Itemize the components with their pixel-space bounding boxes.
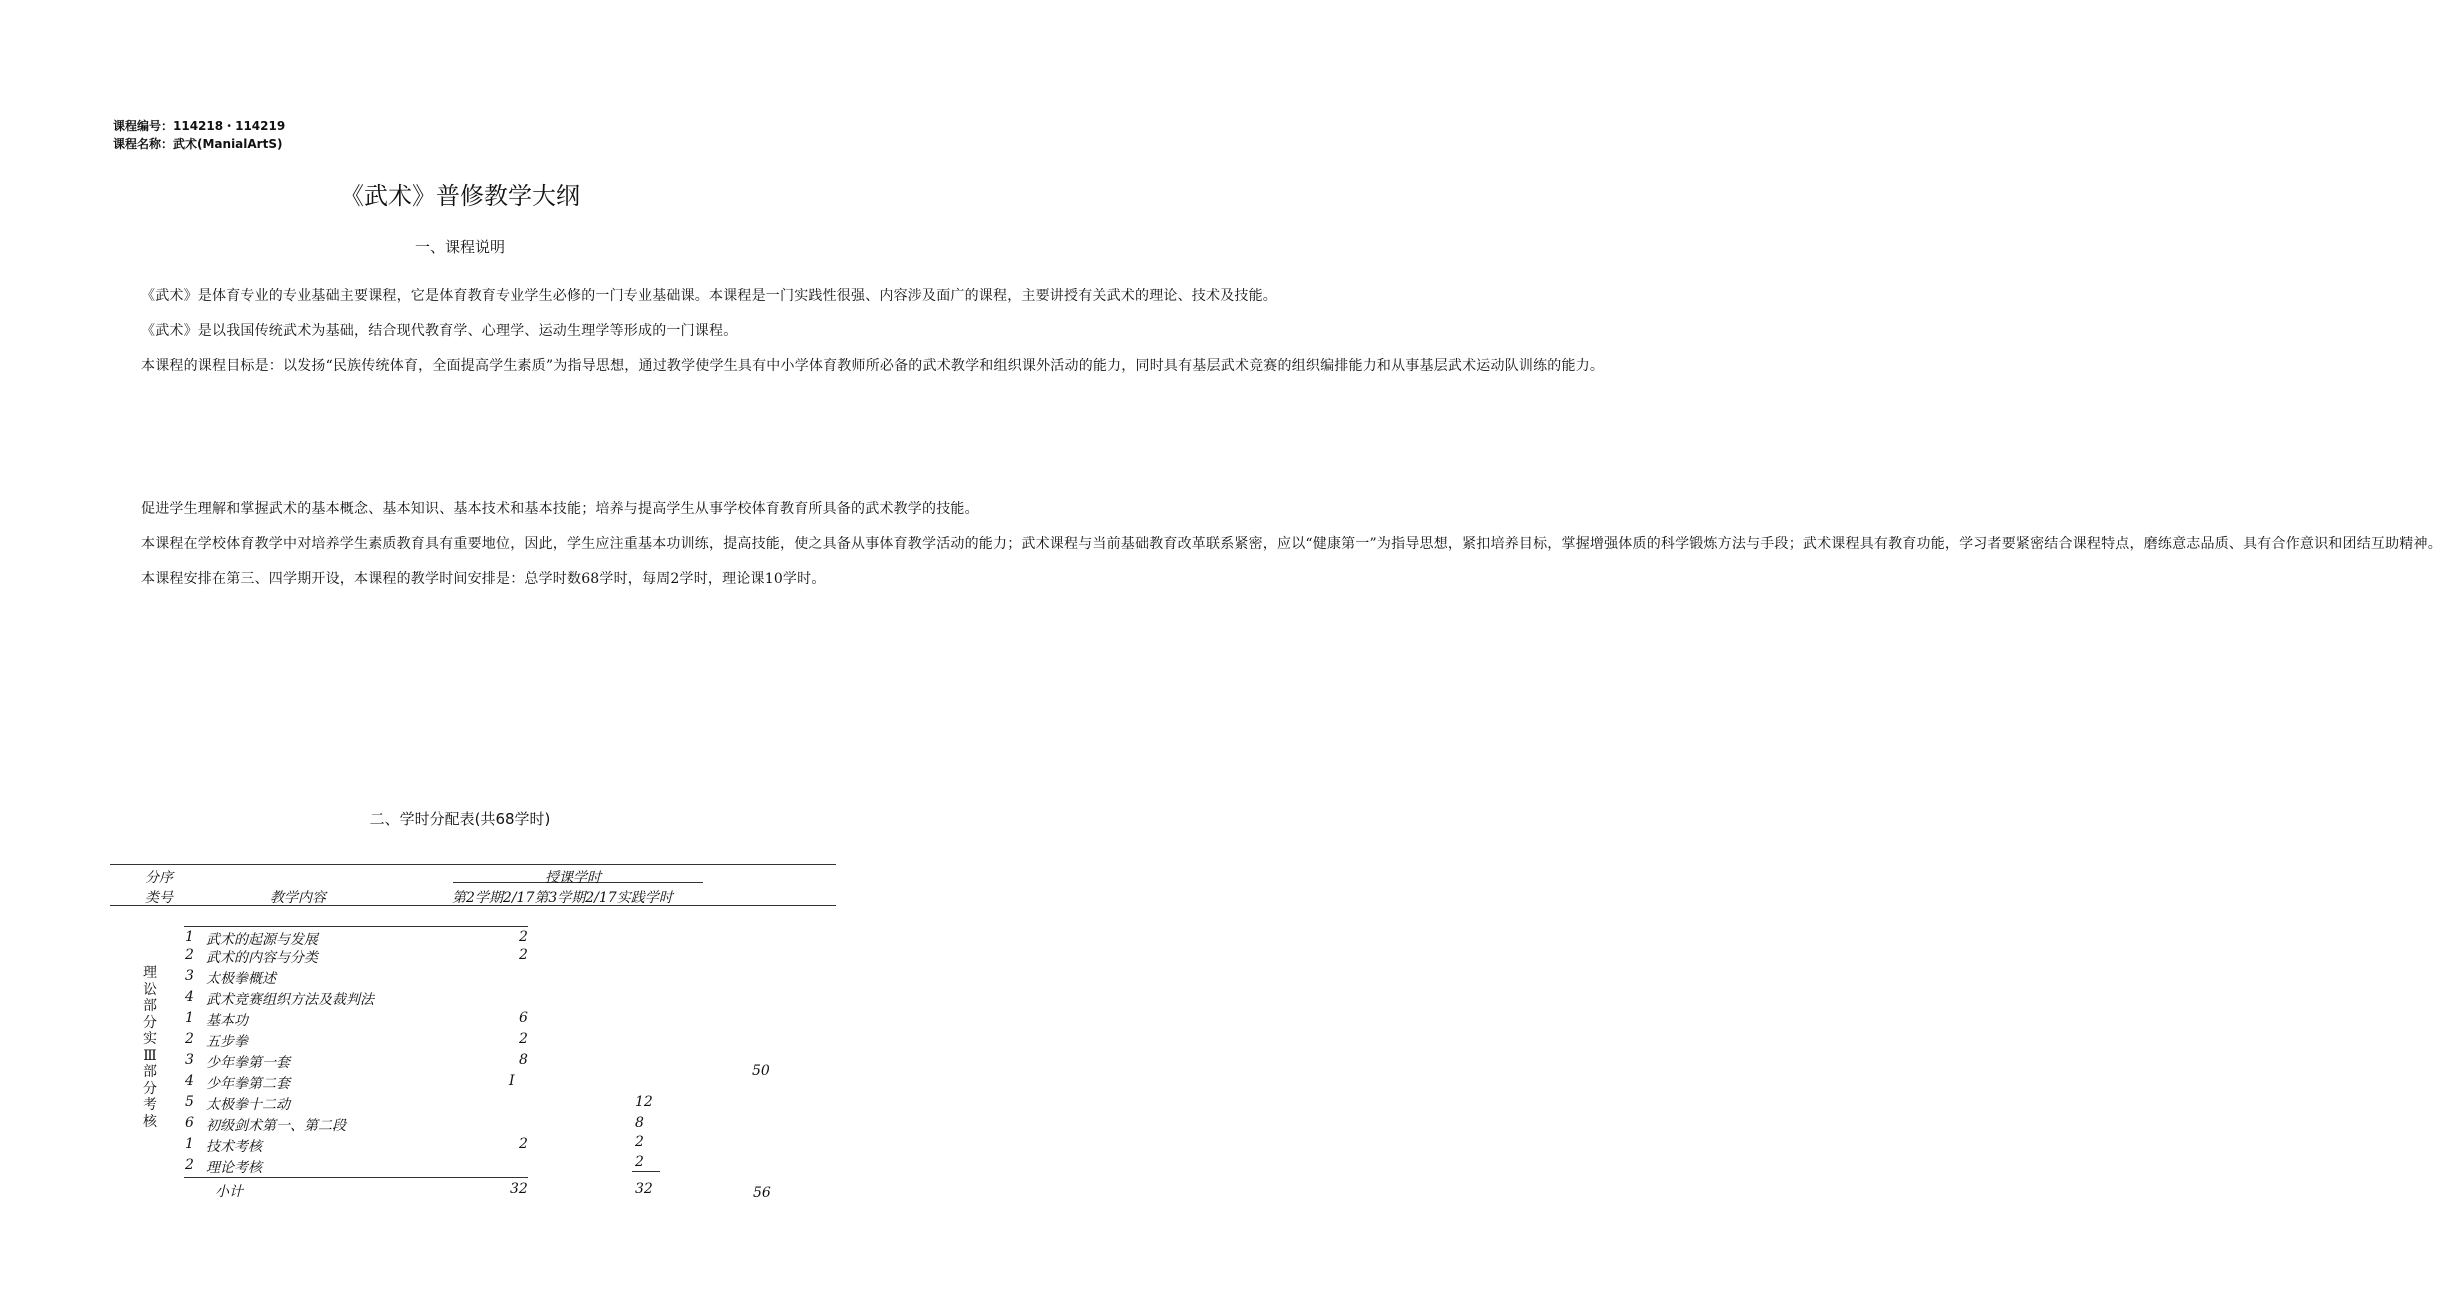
col-group-taught-hours: 授课学时 <box>545 870 601 886</box>
subtotal-practice: 56 <box>753 1185 771 1201</box>
row-no: 1 <box>185 929 194 945</box>
body-top-rule <box>184 926 528 927</box>
row-content: 少年拳第一套 <box>206 1055 290 1071</box>
row-content: 少年拳第二套 <box>206 1076 290 1092</box>
row-term2: 2 <box>519 1031 528 1047</box>
row-content: 理论考核 <box>206 1160 262 1176</box>
paragraph: 促进学生理解和掌握武术的基本概念、基本知识、基本技术和基本技能；培养与提高学生从事学校体育教育所具备的武术教学的技能。 <box>141 501 979 517</box>
course-name: 课程名称：武术(ManialArtS) <box>113 137 283 151</box>
term3-underline <box>632 1171 660 1172</box>
row-no: 2 <box>185 947 194 963</box>
section-1-heading: 一、课程说明 <box>414 238 505 256</box>
row-no: 6 <box>185 1115 194 1131</box>
row-content: 五步拳 <box>206 1034 248 1050</box>
row-content: 太极拳十二动 <box>206 1097 290 1113</box>
practice-hours: 50 <box>752 1063 770 1079</box>
section-1-body-cont <box>113 492 2442 597</box>
col-hours: 第2学期2/17第3学期2/17实践学时 <box>452 890 673 906</box>
subtotal-rule <box>184 1177 528 1178</box>
row-term2: 2 <box>519 947 528 963</box>
row-term2: 2 <box>519 1136 528 1152</box>
row-content: 武术的起源与发展 <box>206 932 318 948</box>
row-term3: 2 <box>635 1154 644 1170</box>
subtotal-term3: 32 <box>635 1181 653 1197</box>
row-content: 太极拳概述 <box>206 971 276 987</box>
row-no: 3 <box>185 1052 194 1068</box>
row-no: 1 <box>185 1136 194 1152</box>
row-content: 武术的内容与分类 <box>206 950 318 966</box>
row-term3: 2 <box>635 1134 644 1150</box>
row-no: 4 <box>185 989 194 1005</box>
col-content: 教学内容 <box>270 890 326 906</box>
subtotal-term2: 32 <box>510 1181 528 1197</box>
row-content: 基本功 <box>206 1013 248 1029</box>
paragraph: 《武术》是以我国传统武术为基础，结合现代教育学、心理学、运动生理学等形成的一门课程。 <box>141 323 738 339</box>
paragraph: 《武术》是体育专业的专业基础主要课程，它是体育教育专业学生必修的一门专业基础课。本课程是一门实践性很强、内容涉及面广的课程，主要讲授有关武术的理论、技术及技能。 <box>141 288 1277 304</box>
paragraph: 本课程安排在第三、四学期开设，本课程的教学时间安排是：总学时数68学时，每周2学时，理论课10学时。 <box>141 571 826 587</box>
row-content: 武术竞赛组织方法及裁判法 <box>206 992 374 1008</box>
row-no: 3 <box>185 968 194 984</box>
col-seq-2: 类号 <box>145 890 173 906</box>
row-term2: 2 <box>519 929 528 945</box>
row-no: 1 <box>185 1010 194 1026</box>
row-term2: 8 <box>519 1052 528 1068</box>
subtotal-label: 小计 <box>215 1184 243 1200</box>
paragraph: 本课程的课程目标是：以发扬“民族传统体育，全面提高学生素质”为指导思想，通过教学使学生具有中小学体育教师所必备的武术教学和组织课外活动的能力，同时具有基层武术竞赛的组织编排能力和从事基层武术运动队训练的能力。 <box>141 358 1605 374</box>
row-term3: 12 <box>635 1094 653 1110</box>
table-top-rule <box>110 864 836 865</box>
col-seq-1: 分序 <box>145 870 173 886</box>
row-term2: 6 <box>519 1010 528 1026</box>
document-title: 《武术》普修教学大纲 <box>340 182 580 210</box>
section-1-body <box>113 279 1605 384</box>
category-labels: 理讼部分实Ⅲ部分考核 <box>143 965 157 1130</box>
row-term3: 8 <box>635 1115 644 1131</box>
row-content: 初级剑术第一、第二段 <box>206 1118 346 1134</box>
row-no: 2 <box>185 1157 194 1173</box>
row-no: 2 <box>185 1031 194 1047</box>
course-code: 课程编号：114218・114219 <box>113 119 286 133</box>
row-no: 4 <box>185 1073 194 1089</box>
section-2-heading: 二、学时分配表(共68学时) <box>369 810 551 828</box>
row-term2: I <box>509 1073 515 1089</box>
row-no: 5 <box>185 1094 194 1110</box>
paragraph: 本课程在学校体育教学中对培养学生素质教育具有重要地位，因此，学生应注重基本功训练，提高技能，使之具备从事体育教学活动的能力；武术课程与当前基础教育改革联系紧密，应以“健康第一”为指导思想，紧扣培养目标，掌握增强体质的科学锻炼方法与手段；武术课程具有教育功能，学习者要紧密结合课程特点，磨练意志品质、具有合作意识和团结互助精神。 <box>141 536 2442 552</box>
row-content: 技术考核 <box>206 1139 262 1155</box>
